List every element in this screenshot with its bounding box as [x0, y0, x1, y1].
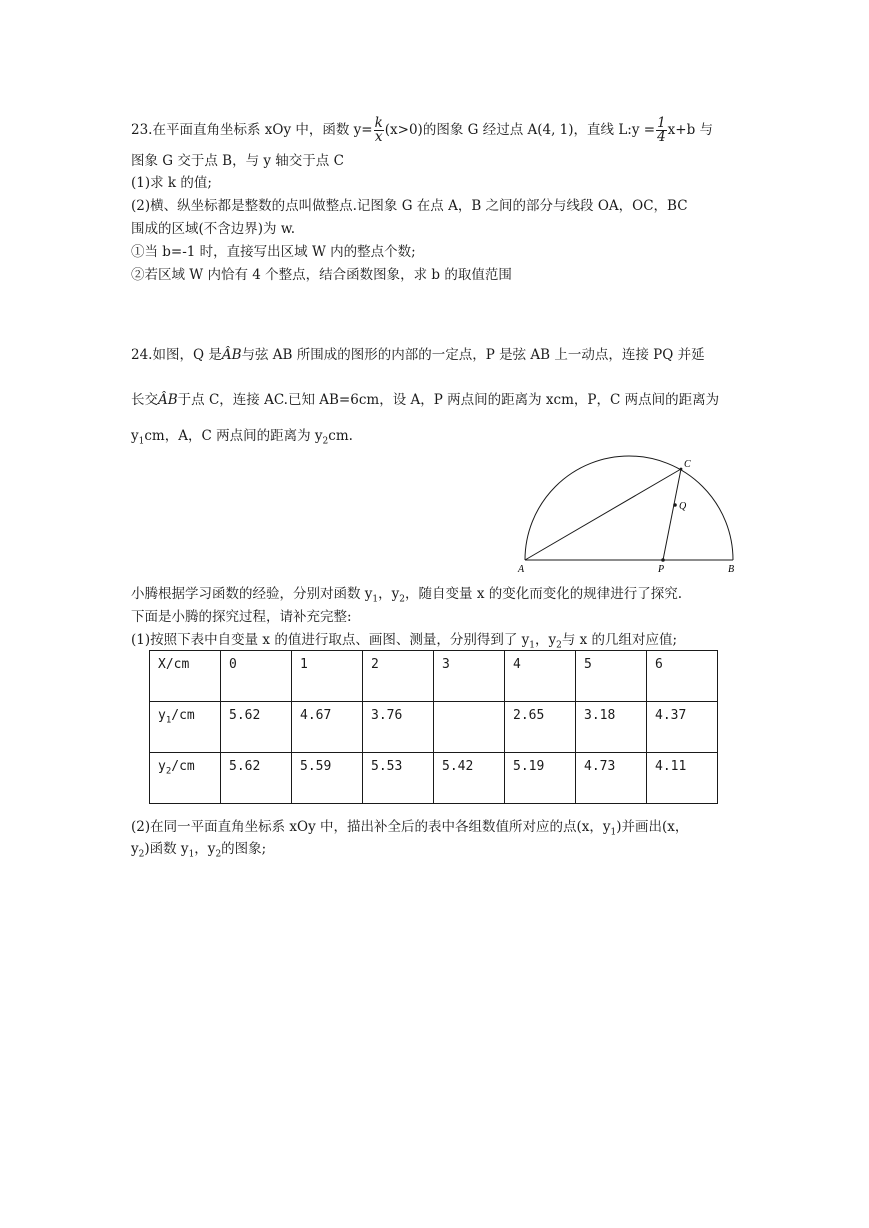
q24-line-8: $y_2$)函数 $y_1$，$y_2$的图象;: [131, 841, 267, 860]
semicircle-figure: [512, 452, 748, 576]
arc-ab-curve: [525, 456, 733, 560]
segment-pc: [663, 469, 681, 560]
fraction-k-over-x: $\frac{k}{x}$: [374, 115, 383, 145]
table-row-y1: [150, 702, 718, 753]
point-p: [661, 558, 665, 562]
q24-line-6: (1)按照下表中自变量 x 的值进行取点、画图、测量，分别得到了 $y_1$，$y_2$与 x 的几组对应值;: [131, 632, 678, 651]
arc-ab: ÂB: [158, 392, 178, 408]
table-cell: 5.62: [221, 702, 292, 753]
q24-line-3: $y_1cm$，A，C 两点间的距离为 $y_2cm$.: [131, 428, 353, 447]
table-cell: 2.65: [505, 702, 576, 753]
label-a: A: [518, 564, 525, 575]
table-cell-blank: [434, 702, 505, 753]
table-cell: 5.53: [363, 753, 434, 804]
table-cell: 3.76: [363, 702, 434, 753]
table-cell: 4.73: [576, 753, 647, 804]
table-cell: 5.19: [505, 753, 576, 804]
table-cell: 1: [292, 651, 363, 702]
table-cell: X/cm: [150, 651, 221, 702]
q23-line-7: ②若区域 W 内恰有 4 个整点，结合函数图象，求 b 的取值范围: [131, 267, 512, 283]
table-cell: 5: [576, 651, 647, 702]
table-cell: 4.67: [292, 702, 363, 753]
table-cell: 3.18: [576, 702, 647, 753]
table-cell: 0: [221, 651, 292, 702]
label-p: P: [658, 564, 665, 575]
label-q: Q: [679, 501, 687, 512]
table-cell: 4: [505, 651, 576, 702]
data-table: [149, 650, 718, 804]
table-cell: 5.62: [221, 753, 292, 804]
fraction-one-quarter: $\frac{1}{4}$: [657, 115, 666, 145]
q24-line-1: 24.如图，Q 是ÂB与弦 AB 所围成的图形的内部的一定点，P 是弦 AB 上一动点，连接 PQ 并延: [131, 347, 705, 363]
q23-line-2: 图象 G 交于点 B，与 y 轴交于点 C: [131, 153, 344, 169]
table-cell-y1-label: $y_1/cm$: [150, 702, 221, 753]
table-cell: 4.37: [647, 702, 718, 753]
q24-line-4: 小腾根据学习函数的经验，分别对函数 $y_1$，$y_2$，随自变量 x 的变化而变化的规律进行了探究.: [131, 586, 683, 605]
label-c: C: [684, 459, 691, 470]
table-cell: 3: [434, 651, 505, 702]
point-q: [673, 503, 677, 507]
table-cell: 5.59: [292, 753, 363, 804]
arc-ab: ÂB: [221, 347, 242, 363]
q24-line-7: (2)在同一平面直角坐标系 xOy 中，描出补全后的表中各组数值所对应的点(x，$y_1$)并画出(x，: [131, 819, 689, 838]
q24-line-5: 下面是小腾的探究过程，请补充完整:: [131, 609, 352, 625]
segment-ac: [525, 469, 681, 560]
q23-line-3: (1)求 k 的值;: [131, 175, 212, 191]
table-cell: 5.42: [434, 753, 505, 804]
table-row-x: [150, 651, 718, 702]
table-cell: 6: [647, 651, 718, 702]
label-b: B: [728, 564, 735, 575]
table-cell: 4.11: [647, 753, 718, 804]
q23-line-1: 23.在平面直角坐标系 xOy 中，函数 y= $\frac{k}{x}$ (x>0)的图象 G 经过点 A(4, 1)，直线 L:y = $\frac{1}{4}$ x+b 与: [131, 115, 714, 145]
table-cell-y2-label: $y_2/cm$: [150, 753, 221, 804]
q23-line-5: 围成的区域(不含边界)为 w.: [131, 221, 296, 237]
table-row-y2: [150, 753, 718, 804]
q23-line-6: ①当 b=-1 时，直接写出区域 W 内的整点个数;: [131, 244, 416, 260]
table-cell: 2: [363, 651, 434, 702]
point-c: [680, 468, 683, 471]
q23-line-4: (2)横、纵坐标都是整数的点叫做整点.记图象 G 在点 A，B 之间的部分与线段 OA，OC，BC: [131, 198, 688, 214]
q24-line-2: 长交ÂB于点 C，连接 AC.已知 AB=6cm，设 A，P 两点间的距离为 xcm，P，C 两点间的距离为: [131, 392, 720, 408]
